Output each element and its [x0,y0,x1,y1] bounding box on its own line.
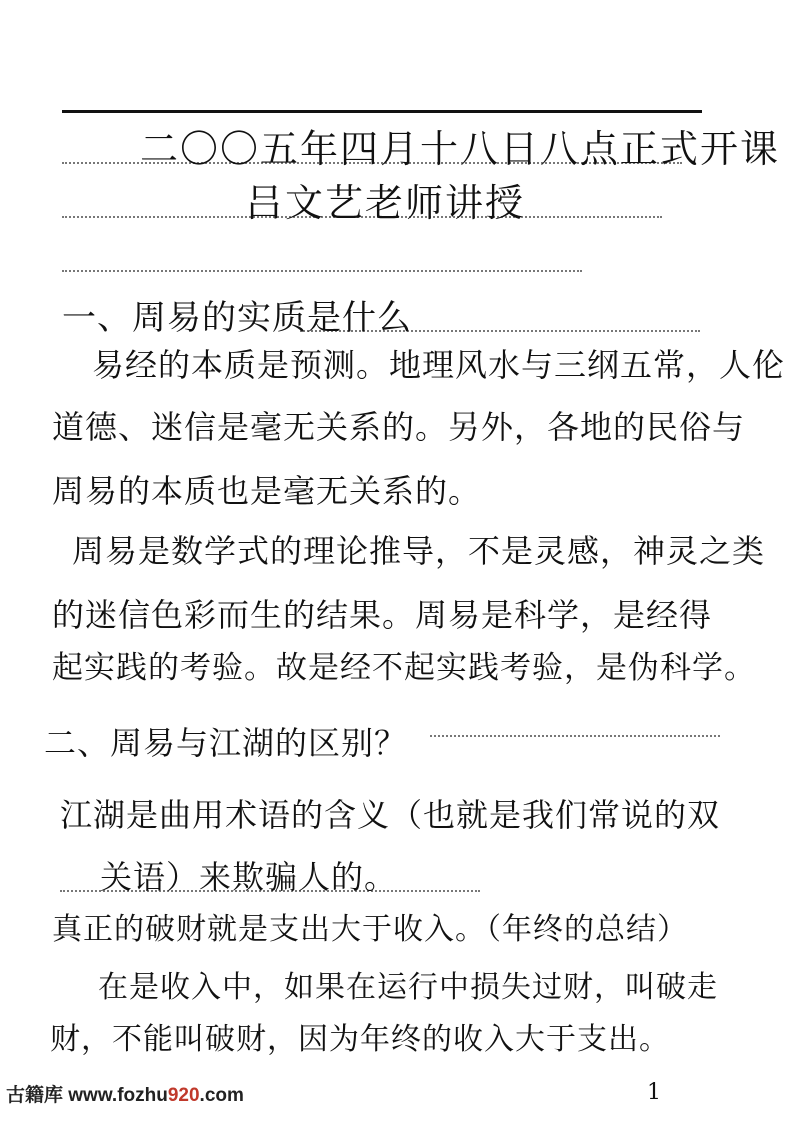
section-heading-1: 一、周易的实质是什么 [62,298,412,338]
document-title-lecturer: 吕文艺老师讲授 [245,181,526,225]
footer-site-number: 920 [167,1085,200,1106]
paragraph-5-line-2: 财，不能叫破财，因为年终的收入大于支出。 [50,1022,670,1057]
section-heading-2: 二、周易与江湖的区别？ [44,724,408,762]
footer-site-prefix: 古籍库 www.fozhu [6,1085,168,1106]
paragraph-1-line-2: 道德、迷信是毫无关系的。另外，各地的民俗与 [52,408,746,446]
paragraph-3-line-1: 江湖是曲用术语的含义（也就是我们常说的双 [60,796,721,834]
paragraph-4-line-1: 真正的破财就是支出大于收入。（年终的总结） [52,912,688,947]
ruled-line [430,735,720,737]
paragraph-3-line-2: 关语）来欺骗人的。 [100,858,398,896]
paragraph-1-line-1: 易经的本质是预测。地理风水与三纲五常，人伦 [92,346,786,384]
paragraph-2-line-3: 起实践的考验。故是经不起实践考验，是伪科学。 [52,650,756,686]
paragraph-5-line-1: 在是收入中，如果在运行中损失过财，叫破走 [98,970,718,1005]
footer-site-suffix: .com [199,1085,244,1106]
paragraph-2-line-2: 的迷信色彩而生的结果。周易是科学，是经得 [52,596,713,634]
paragraph-2-line-1: 周易是数学式的理论推导，不是灵感，神灵之类 [72,532,766,570]
ruled-line [62,270,582,272]
footer-watermark [6,1080,244,1107]
paragraph-1-line-3: 周易的本质也是毫无关系的。 [52,472,482,510]
top-rule [62,110,702,113]
document-title-date: 二〇〇五年四月十八日八点正式开课 [140,127,781,171]
page-number: 1 [647,1080,661,1105]
